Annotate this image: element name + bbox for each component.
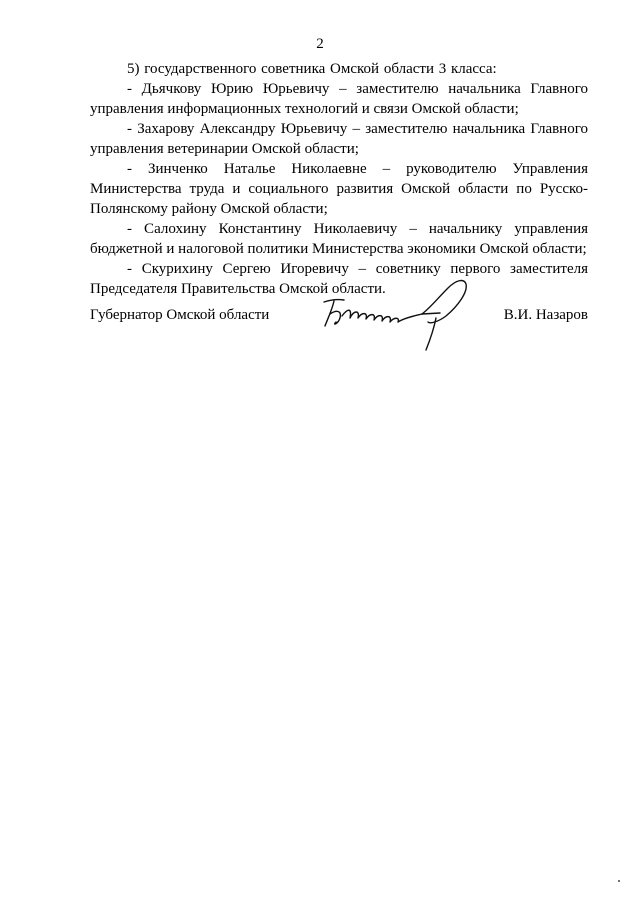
paragraph-rank-heading: 5) государственного советника Омской области 3 класса: bbox=[127, 61, 497, 77]
paragraph-zakharov: - Захарову Александру Юрьевичу – заместителю начальника Главного управления ветеринарии Омской области; bbox=[90, 121, 588, 157]
paragraph-skurikhin: - Скурихину Сергею Игоревичу – советнику первого заместителя Председателя Правительства Омской области. bbox=[90, 261, 588, 297]
handwritten-signature-icon bbox=[318, 272, 478, 352]
document-body bbox=[90, 59, 588, 299]
signatory-name: В.И. Назаров bbox=[503, 307, 588, 323]
scan-speck bbox=[618, 880, 620, 882]
page-number: 2 bbox=[316, 36, 324, 52]
paragraph-salokhin: - Салохину Константину Николаевичу – начальнику управления бюджетной и налоговой политики Министерства экономики Омской области; bbox=[90, 221, 588, 257]
signatory-title: Губернатор Омской области bbox=[90, 307, 270, 323]
paragraph-zinchenko: - Зинченко Наталье Николаевне – руководителю Управления Министерства труда и социального развития Омской области по Русско-Полянскому району Омской области; bbox=[90, 161, 588, 217]
paragraph-dyachkov: - Дьячкову Юрию Юрьевичу – заместителю начальника Главного управления информационных технологий и связи Омской области; bbox=[90, 81, 588, 117]
